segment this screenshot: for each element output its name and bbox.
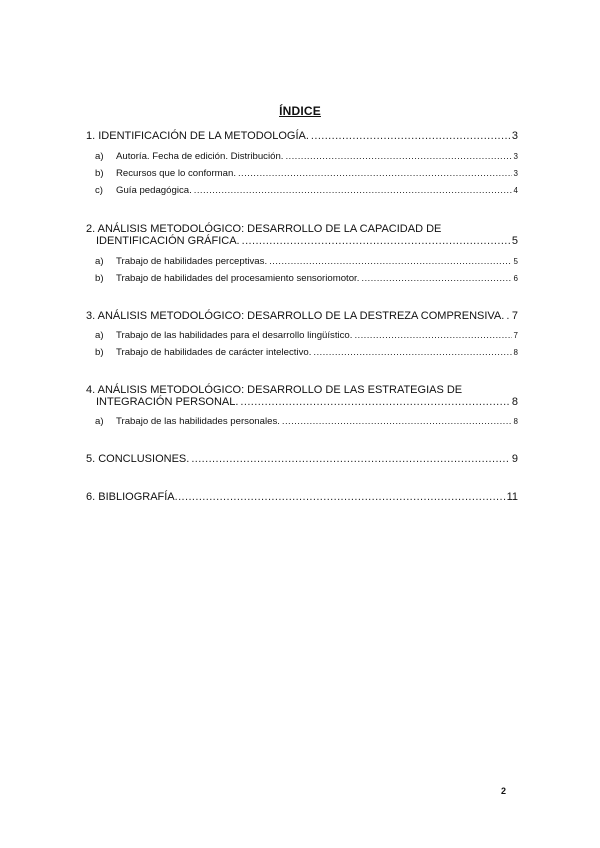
toc-subentry-letter: a) — [95, 330, 104, 341]
toc-subentry-page: 5 — [513, 257, 518, 266]
toc-entry-label: INTEGRACIÓN PERSONAL. — [96, 396, 239, 408]
toc-subentry-1b[interactable] — [86, 168, 518, 179]
toc-subentry-page: 6 — [513, 274, 518, 283]
leader-dots — [354, 330, 511, 341]
toc-subentry-page: 4 — [513, 186, 518, 195]
toc-subentry-letter: a) — [95, 151, 104, 162]
toc-subentry-4a[interactable] — [86, 416, 518, 427]
toc-subentry-label: Trabajo de habilidades de carácter intelectivo. — [116, 347, 312, 358]
toc-subentry-1c[interactable] — [86, 185, 518, 196]
toc-subentry-page: 7 — [513, 331, 518, 340]
toc-subentry-label: Trabajo de habilidades perceptivas. — [116, 256, 268, 267]
toc-subentry-2a[interactable] — [86, 256, 518, 267]
toc-subentry-letter: b) — [95, 168, 104, 179]
leader-dots — [311, 130, 510, 142]
toc-subentry-label: Guía pedagógica. — [116, 185, 192, 196]
toc-entry-label: 6. BIBLIOGRAFÍA — [86, 491, 175, 503]
toc-subentry-page: 3 — [513, 169, 518, 178]
toc-entry-page: 5 — [511, 235, 518, 247]
toc-subentry-2b[interactable] — [86, 273, 518, 284]
leader-dots — [282, 416, 512, 427]
leader-dots — [313, 347, 511, 358]
toc-subentry-label: Trabajo de las habilidades personales. — [116, 416, 280, 427]
toc-subentry-label: Trabajo de las habilidades para el desarrollo lingüístico. — [116, 330, 353, 341]
toc-subentry-page: 8 — [513, 348, 518, 357]
toc-entry-page: 3 — [511, 130, 518, 142]
toc-entry-label-line1: 4. ANÁLISIS METODOLÓGICO: DESARROLLO DE LAS ESTRATEGIAS DE — [86, 384, 463, 396]
leader-dots — [175, 491, 507, 503]
toc-subentry-letter: b) — [95, 273, 104, 284]
toc-entry-label: 1. IDENTIFICACIÓN DE LA METODOLOGÍA. — [86, 130, 309, 142]
leader-dots — [506, 310, 510, 322]
page-number: 2 — [501, 786, 507, 796]
toc-entry-page: 7 — [511, 310, 518, 322]
toc-entry-page: 11 — [506, 491, 518, 503]
toc-subentry-letter: a) — [95, 256, 104, 267]
toc-subentry-letter: c) — [95, 185, 103, 196]
toc-title: ÍNDICE — [279, 104, 321, 118]
leader-dots — [285, 151, 511, 162]
toc-entry-3[interactable] — [86, 310, 518, 322]
leader-dots — [194, 185, 512, 196]
leader-dots — [242, 235, 510, 247]
toc-subentry-label: Trabajo de habilidades del procesamiento sensoriomotor. — [116, 273, 360, 284]
toc-entry-6[interactable] — [86, 491, 518, 503]
toc-subentry-3b[interactable] — [86, 347, 518, 358]
toc-subentry-label: Autoría. Fecha de edición. Distribución. — [116, 151, 284, 162]
toc-entry-page: 8 — [511, 396, 518, 408]
leader-dots — [191, 453, 510, 465]
toc-subentry-1a[interactable] — [86, 151, 518, 162]
toc-subentry-letter: a) — [95, 416, 104, 427]
toc-entry-page: 9 — [511, 453, 518, 465]
toc-entry-label-line1: 2. ANÁLISIS METODOLÓGICO: DESARROLLO DE LA CAPACIDAD DE — [86, 223, 442, 235]
toc-entry-label: 3. ANÁLISIS METODOLÓGICO: DESARROLLO DE LA DESTREZA COMPRENSIVA. — [86, 310, 505, 322]
toc-subentry-page: 3 — [513, 152, 518, 161]
leader-dots — [269, 256, 511, 267]
toc-entry-1[interactable] — [86, 130, 518, 142]
toc-entry-5[interactable] — [86, 453, 518, 465]
leader-dots — [238, 168, 512, 179]
toc-entry-2[interactable] — [86, 223, 518, 247]
toc-entry-label: IDENTIFICACIÓN GRÁFICA. — [96, 235, 240, 247]
toc-subentry-label: Recursos que lo conforman. — [116, 168, 236, 179]
toc-subentry-3a[interactable] — [86, 330, 518, 341]
leader-dots — [361, 273, 511, 284]
toc-entry-label: 5. CONCLUSIONES. — [86, 453, 190, 465]
leader-dots — [240, 396, 509, 408]
toc-subentry-letter: b) — [95, 347, 104, 358]
toc-subentry-page: 8 — [513, 417, 518, 426]
toc-entry-4[interactable] — [86, 384, 518, 408]
